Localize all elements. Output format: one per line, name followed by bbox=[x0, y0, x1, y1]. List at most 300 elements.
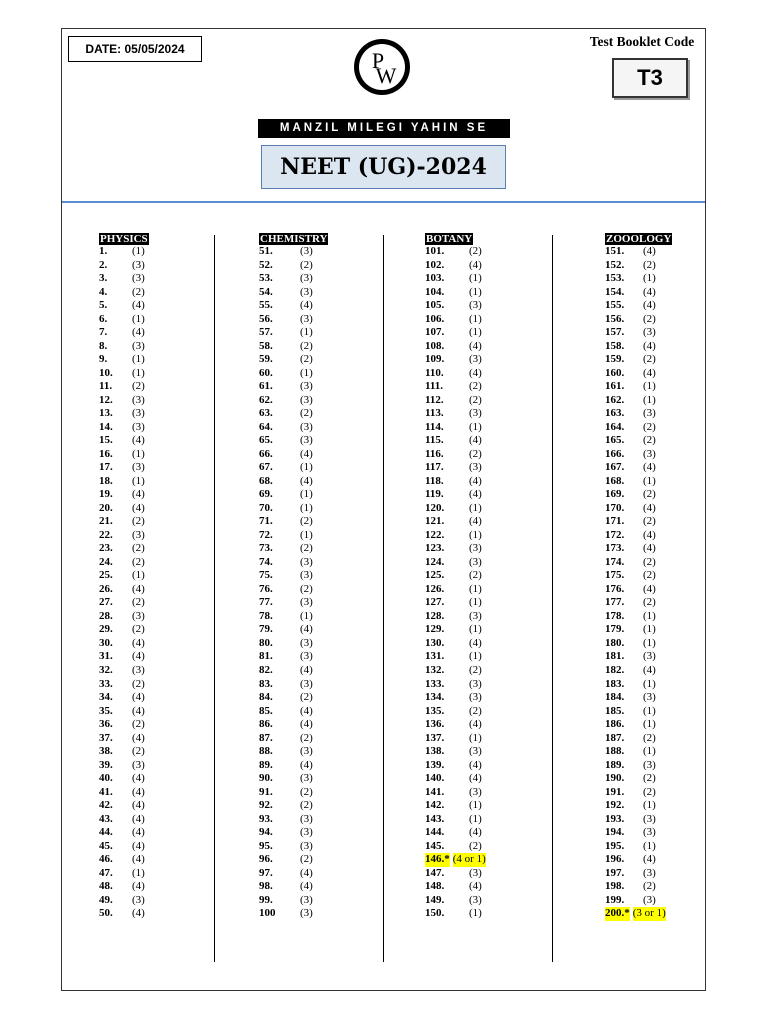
answer-row bbox=[605, 259, 672, 273]
answer-row bbox=[425, 718, 486, 732]
question-number: 8. bbox=[99, 339, 108, 352]
answer-option: (1) bbox=[132, 447, 145, 460]
answer-row bbox=[259, 705, 328, 719]
question-number: 69. bbox=[259, 488, 273, 501]
question-number: 10. bbox=[99, 366, 113, 379]
answer-row bbox=[425, 880, 486, 894]
answer-option: (1) bbox=[469, 623, 482, 636]
answer-option: (3) bbox=[300, 893, 313, 906]
answer-option: (1) bbox=[469, 326, 482, 339]
question-number: 166. bbox=[605, 447, 625, 460]
question-number: 45. bbox=[99, 839, 113, 852]
question-number: 199. bbox=[605, 893, 625, 906]
answer-option: (2) bbox=[643, 515, 656, 528]
answer-row bbox=[425, 637, 486, 651]
answer-row bbox=[259, 421, 328, 435]
question-number: 53. bbox=[259, 272, 273, 285]
answer-row bbox=[605, 245, 672, 259]
answer-option: (2) bbox=[132, 515, 145, 528]
answer-option: (4) bbox=[643, 245, 656, 257]
column-title-text: BOTANY bbox=[426, 233, 473, 245]
answer-row bbox=[99, 394, 149, 408]
question-number: 106. bbox=[425, 312, 445, 325]
question-number: 6. bbox=[99, 312, 108, 325]
question-number: 159. bbox=[605, 353, 625, 366]
answer-row bbox=[259, 245, 328, 259]
answer-option: (1) bbox=[643, 745, 656, 758]
question-number: 150. bbox=[425, 907, 445, 920]
question-number: 9. bbox=[99, 353, 108, 366]
answer-option: (4 or 1) bbox=[452, 853, 486, 866]
question-number: 189. bbox=[605, 758, 625, 771]
answer-option: (3) bbox=[300, 826, 313, 839]
question-number: 71. bbox=[259, 515, 273, 528]
answer-row bbox=[259, 745, 328, 759]
answer-row bbox=[259, 286, 328, 300]
answer-option: (3) bbox=[469, 609, 482, 622]
answer-row bbox=[99, 867, 149, 881]
answer-row bbox=[99, 299, 149, 313]
question-number: 59. bbox=[259, 353, 273, 366]
question-number: 105. bbox=[425, 299, 445, 312]
answer-row bbox=[425, 380, 486, 394]
answer-row bbox=[259, 691, 328, 705]
question-number: 118. bbox=[425, 474, 444, 487]
answer-option: (4) bbox=[469, 636, 482, 649]
answer-option: (2) bbox=[643, 596, 656, 609]
answer-row bbox=[605, 799, 672, 813]
answer-row bbox=[605, 732, 672, 746]
answer-row bbox=[259, 569, 328, 583]
answer-row bbox=[605, 840, 672, 854]
answer-row bbox=[99, 434, 149, 448]
question-number: 190. bbox=[605, 772, 625, 785]
answer-row bbox=[425, 542, 486, 556]
answer-option: (4) bbox=[300, 447, 313, 460]
answer-option: (4) bbox=[469, 515, 482, 528]
question-number: 121. bbox=[425, 515, 445, 528]
question-number: 88. bbox=[259, 745, 273, 758]
answer-option: (4) bbox=[469, 434, 482, 447]
question-number: 25. bbox=[99, 569, 113, 582]
answer-row bbox=[425, 826, 486, 840]
answer-row bbox=[605, 596, 672, 610]
answer-option: (3) bbox=[469, 407, 482, 420]
answer-option: (2) bbox=[300, 339, 313, 352]
column-title-text: CHEMISTRY bbox=[260, 233, 328, 245]
answer-row bbox=[99, 245, 149, 259]
answer-option: (2) bbox=[469, 393, 482, 406]
answer-row bbox=[425, 894, 486, 908]
question-number: 188. bbox=[605, 745, 625, 758]
answer-option: (4) bbox=[132, 650, 145, 663]
answer-row bbox=[99, 272, 149, 286]
answer-row bbox=[425, 678, 486, 692]
answer-option: (4) bbox=[643, 542, 656, 555]
answer-row bbox=[605, 650, 672, 664]
question-number: 44. bbox=[99, 826, 113, 839]
answer-row bbox=[425, 813, 486, 827]
question-number: 176. bbox=[605, 582, 625, 595]
question-number: 140. bbox=[425, 772, 445, 785]
answer-row bbox=[259, 326, 328, 340]
answer-option: (2) bbox=[300, 515, 313, 528]
answer-option: (2) bbox=[469, 245, 482, 257]
question-number: 173. bbox=[605, 542, 625, 555]
question-number: 52. bbox=[259, 258, 273, 271]
answer-option: (2) bbox=[300, 258, 313, 271]
answer-row bbox=[99, 759, 149, 773]
answer-option: (2) bbox=[643, 488, 656, 501]
column-title-text: ZOOOLOGY bbox=[606, 233, 672, 245]
column-title bbox=[425, 234, 486, 245]
answer-row bbox=[259, 367, 328, 381]
answer-row bbox=[605, 867, 672, 881]
answer-option: (3) bbox=[132, 758, 145, 771]
column-divider bbox=[552, 235, 553, 962]
answer-option: (3) bbox=[132, 528, 145, 541]
answer-row bbox=[259, 650, 328, 664]
question-number: 72. bbox=[259, 528, 273, 541]
answer-option: (4) bbox=[469, 474, 482, 487]
question-number: 51. bbox=[259, 245, 273, 257]
answer-option: (4) bbox=[132, 853, 145, 866]
answer-option: (3) bbox=[469, 542, 482, 555]
answer-option: (1) bbox=[300, 488, 313, 501]
answer-row bbox=[605, 313, 672, 327]
answer-row bbox=[605, 421, 672, 435]
answer-row bbox=[99, 313, 149, 327]
question-number: 181. bbox=[605, 650, 625, 663]
answer-option: (2) bbox=[300, 353, 313, 366]
question-number: 131. bbox=[425, 650, 445, 663]
answer-option: (4) bbox=[132, 434, 145, 447]
answer-option: (4) bbox=[132, 826, 145, 839]
answer-row bbox=[259, 907, 328, 921]
answer-row bbox=[99, 488, 149, 502]
answer-option: (3) bbox=[300, 839, 313, 852]
answer-option: (2) bbox=[132, 555, 145, 568]
question-number: 30. bbox=[99, 636, 113, 649]
question-number: 135. bbox=[425, 704, 445, 717]
answer-row bbox=[259, 407, 328, 421]
question-number: 20. bbox=[99, 501, 113, 514]
question-number: 175. bbox=[605, 569, 625, 582]
answer-option: (4) bbox=[300, 718, 313, 731]
question-number: 42. bbox=[99, 799, 113, 812]
answer-row bbox=[99, 623, 149, 637]
answer-row bbox=[425, 556, 486, 570]
answer-row bbox=[99, 732, 149, 746]
answer-option: (1) bbox=[643, 677, 656, 690]
question-number: 107. bbox=[425, 326, 445, 339]
answer-row bbox=[605, 272, 672, 286]
question-number: 152. bbox=[605, 258, 625, 271]
question-number: 24. bbox=[99, 555, 113, 568]
answer-option: (4) bbox=[469, 826, 482, 839]
question-number: 12. bbox=[99, 393, 113, 406]
answer-option: (1) bbox=[300, 326, 313, 339]
answer-option: (3) bbox=[469, 866, 482, 879]
answer-option: (4) bbox=[643, 285, 656, 298]
question-number: 112. bbox=[425, 393, 444, 406]
answer-option: (3) bbox=[300, 907, 313, 920]
answer-row bbox=[605, 813, 672, 827]
answer-option: (3) bbox=[469, 691, 482, 704]
question-number: 79. bbox=[259, 623, 273, 636]
answer-row bbox=[99, 745, 149, 759]
answer-row bbox=[425, 867, 486, 881]
answer-option: (2) bbox=[469, 380, 482, 393]
question-number: 122. bbox=[425, 528, 445, 541]
answer-option: (4) bbox=[300, 866, 313, 879]
answer-option: (4) bbox=[132, 785, 145, 798]
answer-option: (1) bbox=[643, 609, 656, 622]
answer-row bbox=[605, 664, 672, 678]
question-number: 4. bbox=[99, 285, 108, 298]
answer-row bbox=[99, 475, 149, 489]
answer-option: (3) bbox=[132, 893, 145, 906]
question-number: 38. bbox=[99, 745, 113, 758]
answer-option: (4) bbox=[132, 691, 145, 704]
answer-row bbox=[425, 272, 486, 286]
answer-option: (1) bbox=[469, 285, 482, 298]
answer-row bbox=[425, 610, 486, 624]
answer-row bbox=[605, 529, 672, 543]
answer-option: (4) bbox=[643, 501, 656, 514]
answer-option: (4) bbox=[132, 704, 145, 717]
answer-row bbox=[425, 259, 486, 273]
answer-row bbox=[99, 691, 149, 705]
question-number: 32. bbox=[99, 663, 113, 676]
answer-option: (4) bbox=[132, 326, 145, 339]
answer-option: (4) bbox=[132, 799, 145, 812]
answer-option: (4) bbox=[469, 772, 482, 785]
question-number: 161. bbox=[605, 380, 625, 393]
answer-option: (2) bbox=[469, 839, 482, 852]
answer-option: (3) bbox=[300, 420, 313, 433]
question-number: 58. bbox=[259, 339, 273, 352]
question-number: 154. bbox=[605, 285, 625, 298]
question-number: 108. bbox=[425, 339, 445, 352]
answer-option: (2) bbox=[643, 420, 656, 433]
question-number: 197. bbox=[605, 866, 625, 879]
question-number: 130. bbox=[425, 636, 445, 649]
answer-row bbox=[605, 759, 672, 773]
question-number: 155. bbox=[605, 299, 625, 312]
answer-option: (1) bbox=[643, 636, 656, 649]
question-number: 81. bbox=[259, 650, 273, 663]
answer-row bbox=[425, 515, 486, 529]
question-number: 114. bbox=[425, 420, 444, 433]
answer-row bbox=[425, 367, 486, 381]
answer-option: (4) bbox=[643, 663, 656, 676]
answer-option: (3) bbox=[300, 636, 313, 649]
answer-row bbox=[425, 759, 486, 773]
answer-option: (4) bbox=[132, 582, 145, 595]
answer-row bbox=[259, 353, 328, 367]
answer-row bbox=[99, 705, 149, 719]
answer-option: (4) bbox=[469, 718, 482, 731]
question-number: 94. bbox=[259, 826, 273, 839]
question-number: 100 bbox=[259, 907, 276, 920]
question-number: 109. bbox=[425, 353, 445, 366]
answer-row bbox=[605, 610, 672, 624]
question-number: 2. bbox=[99, 258, 108, 271]
question-number: 179. bbox=[605, 623, 625, 636]
answer-row bbox=[99, 326, 149, 340]
answer-option: (1) bbox=[643, 380, 656, 393]
answer-option: (1) bbox=[469, 812, 482, 825]
answer-option: (4) bbox=[469, 758, 482, 771]
question-number: 133. bbox=[425, 677, 445, 690]
answer-row bbox=[259, 664, 328, 678]
answer-row bbox=[99, 678, 149, 692]
answer-option: (2) bbox=[132, 745, 145, 758]
question-number: 48. bbox=[99, 880, 113, 893]
question-number: 187. bbox=[605, 731, 625, 744]
answer-option: (2) bbox=[132, 596, 145, 609]
answer-row bbox=[605, 286, 672, 300]
answer-option: (4) bbox=[132, 907, 145, 920]
question-number: 18. bbox=[99, 474, 113, 487]
answer-row bbox=[259, 894, 328, 908]
botany-column bbox=[425, 234, 486, 921]
question-number: 39. bbox=[99, 758, 113, 771]
answer-row bbox=[99, 664, 149, 678]
question-number: 33. bbox=[99, 677, 113, 690]
answer-option: (1) bbox=[132, 366, 145, 379]
question-number: 136. bbox=[425, 718, 445, 731]
question-number: 147. bbox=[425, 866, 445, 879]
answer-option: (3) bbox=[469, 461, 482, 474]
answer-option: (1) bbox=[469, 907, 482, 920]
question-number: 60. bbox=[259, 366, 273, 379]
column-title bbox=[259, 234, 328, 245]
answer-row bbox=[425, 583, 486, 597]
question-number: 185. bbox=[605, 704, 625, 717]
question-number: 200.* bbox=[605, 907, 630, 920]
question-number: 115. bbox=[425, 434, 444, 447]
answer-row bbox=[425, 461, 486, 475]
answer-row bbox=[425, 286, 486, 300]
answer-option: (1) bbox=[469, 501, 482, 514]
question-number: 169. bbox=[605, 488, 625, 501]
answer-option: (4) bbox=[132, 880, 145, 893]
answer-option: (3) bbox=[132, 407, 145, 420]
question-number: 158. bbox=[605, 339, 625, 352]
answer-option: (4) bbox=[300, 880, 313, 893]
answer-row bbox=[259, 786, 328, 800]
answer-row bbox=[99, 772, 149, 786]
answer-option: (1) bbox=[643, 474, 656, 487]
answer-row bbox=[425, 529, 486, 543]
question-number: 86. bbox=[259, 718, 273, 731]
answer-option: (2) bbox=[469, 447, 482, 460]
question-number: 117. bbox=[425, 461, 444, 474]
answer-row bbox=[259, 434, 328, 448]
answer-row bbox=[259, 313, 328, 327]
answer-option: (3) bbox=[643, 407, 656, 420]
question-number: 96. bbox=[259, 853, 273, 866]
answer-row bbox=[605, 718, 672, 732]
answer-row bbox=[605, 475, 672, 489]
answer-row bbox=[99, 461, 149, 475]
answer-row bbox=[605, 691, 672, 705]
question-number: 144. bbox=[425, 826, 445, 839]
exam-title: NEET (UG)-2024 bbox=[261, 145, 506, 189]
answer-option: (3) bbox=[643, 326, 656, 339]
answer-row bbox=[259, 340, 328, 354]
answer-option: (1) bbox=[469, 582, 482, 595]
answer-option: (2) bbox=[132, 677, 145, 690]
question-number: 5. bbox=[99, 299, 108, 312]
question-number: 168. bbox=[605, 474, 625, 487]
answer-row bbox=[259, 259, 328, 273]
answer-row bbox=[605, 434, 672, 448]
answer-row bbox=[605, 853, 672, 867]
answer-option: (1) bbox=[132, 312, 145, 325]
answer-row bbox=[605, 502, 672, 516]
answer-option: (1) bbox=[469, 528, 482, 541]
question-number: 102. bbox=[425, 258, 445, 271]
answer-row bbox=[99, 380, 149, 394]
answer-option: (3) bbox=[643, 691, 656, 704]
answer-option: (2) bbox=[469, 704, 482, 717]
answer-option: (3) bbox=[300, 596, 313, 609]
answer-row bbox=[605, 894, 672, 908]
question-number: 57. bbox=[259, 326, 273, 339]
question-number: 16. bbox=[99, 447, 113, 460]
answer-row bbox=[259, 448, 328, 462]
column-title bbox=[605, 234, 672, 245]
answer-option: (2) bbox=[643, 772, 656, 785]
answer-option: (3) bbox=[300, 569, 313, 582]
answer-option: (2) bbox=[643, 555, 656, 568]
answer-row bbox=[259, 556, 328, 570]
pw-logo-icon bbox=[353, 38, 411, 96]
answer-option: (4) bbox=[300, 474, 313, 487]
answer-row bbox=[425, 488, 486, 502]
answer-option: (4) bbox=[469, 366, 482, 379]
answer-row bbox=[259, 583, 328, 597]
answer-row bbox=[99, 515, 149, 529]
answer-option: (2) bbox=[643, 258, 656, 271]
question-number: 192. bbox=[605, 799, 625, 812]
answer-row bbox=[99, 799, 149, 813]
answer-row bbox=[259, 772, 328, 786]
answer-row bbox=[259, 380, 328, 394]
answer-option: (3) bbox=[132, 339, 145, 352]
answer-row bbox=[259, 272, 328, 286]
answer-option: (1) bbox=[132, 569, 145, 582]
answer-option: (1) bbox=[643, 272, 656, 285]
answer-option: (1) bbox=[643, 704, 656, 717]
question-number: 63. bbox=[259, 407, 273, 420]
question-number: 65. bbox=[259, 434, 273, 447]
answer-option: (2) bbox=[643, 312, 656, 325]
answer-option: (3) bbox=[132, 420, 145, 433]
answer-row bbox=[425, 421, 486, 435]
answer-row bbox=[605, 637, 672, 651]
question-number: 138. bbox=[425, 745, 445, 758]
answer-option: (2) bbox=[300, 542, 313, 555]
answer-option: (3) bbox=[132, 461, 145, 474]
question-number: 61. bbox=[259, 380, 273, 393]
test-booklet-code-label: Test Booklet Code bbox=[589, 34, 695, 49]
answer-option: (3) bbox=[469, 785, 482, 798]
question-number: 87. bbox=[259, 731, 273, 744]
